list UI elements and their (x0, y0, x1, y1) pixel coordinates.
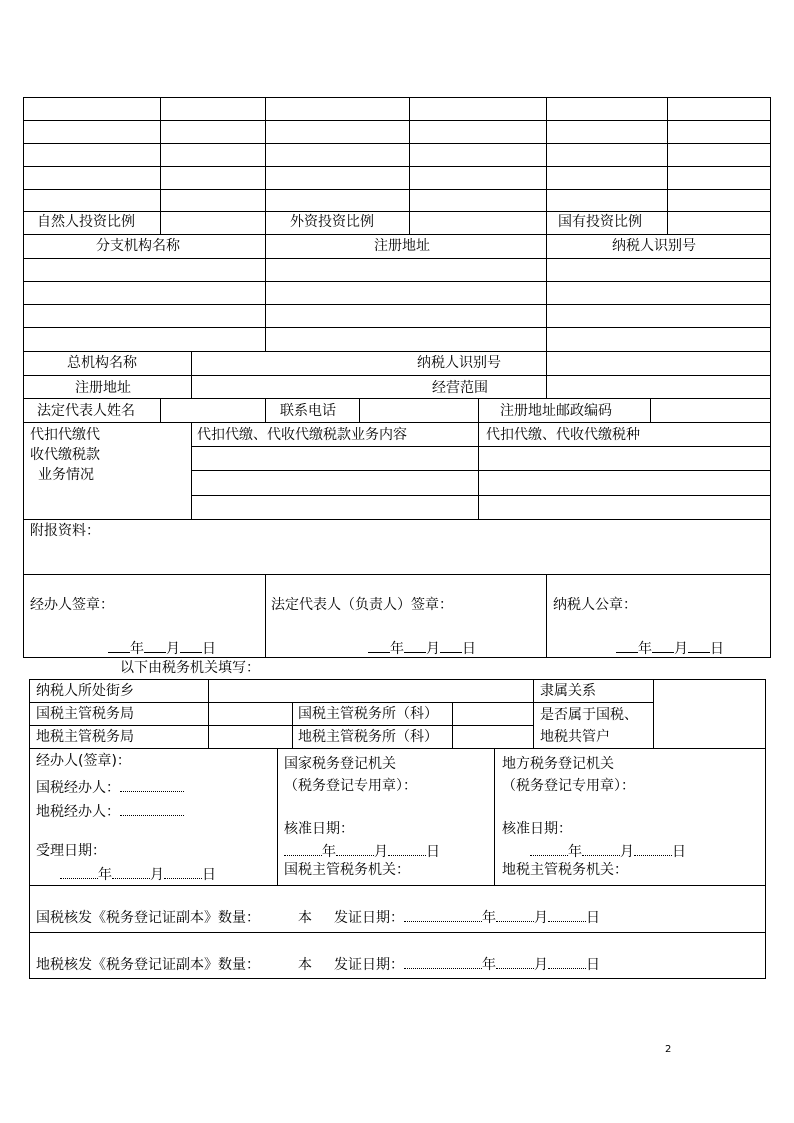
hline (23, 574, 771, 575)
hline (191, 495, 771, 496)
hline (23, 398, 771, 399)
national-bureau-label: 国税主管税务局 (36, 706, 134, 722)
local-bureau-label: 地税主管税务局 (36, 729, 134, 745)
vline (277, 748, 278, 885)
hline (23, 211, 771, 212)
foreign-ratio-label: 外资投资比例 (290, 214, 374, 230)
hline (23, 351, 771, 352)
branch-name-header: 分支机构名称 (96, 238, 180, 254)
hline (29, 978, 766, 979)
vline (191, 422, 192, 519)
taxpayer-seal-label: 纳税人公章： (553, 597, 637, 613)
shared-management-label: 地税共管户 (540, 729, 610, 745)
vline (292, 702, 293, 748)
national-reg-seal: （税务登记专用章）： (284, 778, 417, 794)
vline (409, 97, 410, 234)
street-label: 纳税人所处街乡 (36, 683, 134, 699)
hline (23, 120, 771, 121)
tax-office-note: 以下由税务机关填写： (120, 660, 260, 676)
vline (667, 97, 668, 234)
vline (478, 398, 479, 422)
withholding-tax-type-header: 代扣代缴、代收代缴税种 (486, 427, 640, 443)
withholding-section-label: 代扣代缴代 (30, 427, 100, 443)
hline (29, 725, 533, 726)
vline (265, 398, 266, 422)
natural-person-ratio-label: 自然人投资比例 (37, 214, 135, 230)
postcode-label: 注册地址邮政编码 (500, 403, 612, 419)
vline (452, 702, 453, 748)
withholding-section-label: 收代缴税款 (30, 447, 100, 463)
vline (546, 351, 547, 398)
hline (23, 143, 771, 144)
national-copy-issue-row: 国税核发《税务登记证副本》数量： 本 发证日期： 年 月 日 (36, 907, 600, 926)
local-approve-date-value: 年 月 日 (530, 841, 686, 860)
national-reg-authority: 国家税务登记机关 (284, 756, 396, 772)
affiliation-label: 隶属关系 (540, 683, 596, 699)
branch-address-header: 注册地址 (374, 238, 430, 254)
national-approve-date-value: 年 月 日 (284, 841, 440, 860)
business-scope-label: 经营范围 (432, 380, 488, 396)
vline (650, 398, 651, 422)
hline (23, 327, 771, 328)
page-number: 2 (665, 1044, 672, 1055)
accept-date-label: 受理日期： (36, 843, 106, 859)
state-ratio-label: 国有投资比例 (558, 214, 642, 230)
handler-signature-label: 经办人签章： (30, 597, 114, 613)
vline (546, 574, 547, 657)
local-approve-date-label: 核准日期： (502, 821, 572, 837)
national-handler-label: 国税经办人： (36, 777, 184, 796)
local-authority-label: 地税主管税务机关： (502, 862, 628, 878)
table-border-right (765, 679, 766, 979)
shared-management-label: 是否属于国税、 (540, 707, 638, 723)
legal-rep-date: 年 月 日 (368, 638, 476, 657)
taxpayer-seal-date: 年 月 日 (616, 638, 724, 657)
hline (29, 679, 766, 680)
hline (23, 304, 771, 305)
national-approve-date-label: 核准日期： (284, 821, 354, 837)
vline (265, 97, 266, 234)
vline (546, 234, 547, 351)
national-authority-label: 国税主管税务机关： (284, 862, 410, 878)
local-handler-label: 地税经办人： (36, 801, 184, 820)
accept-date-value: 年 月 日 (60, 864, 216, 883)
head-office-address-label: 注册地址 (75, 380, 131, 396)
vline (265, 234, 266, 351)
local-reg-authority: 地方税务登记机关 (502, 756, 614, 772)
hline (23, 375, 771, 376)
vline (191, 351, 192, 398)
hline (23, 258, 771, 259)
phone-label: 联系电话 (280, 403, 336, 419)
hline (29, 748, 766, 749)
hline (23, 189, 771, 190)
handler-sign-label: 经办人(签章)： (36, 753, 131, 769)
local-reg-seal: （税务登记专用章）： (502, 778, 635, 794)
hline (191, 470, 771, 471)
vline (208, 679, 209, 748)
hline (29, 885, 766, 886)
hline (29, 702, 533, 703)
hline (23, 281, 771, 282)
vline (359, 398, 360, 422)
local-station-label: 地税主管税务所（科） (298, 729, 438, 745)
table-border-left (29, 679, 30, 979)
vline (494, 748, 495, 885)
vline (533, 679, 534, 748)
legal-rep-signature-label: 法定代表人（负责人）签章： (271, 597, 453, 613)
vline (160, 97, 161, 234)
vline (478, 422, 479, 519)
withholding-content-header: 代扣代缴、代收代缴税款业务内容 (197, 427, 407, 443)
legal-rep-name-label: 法定代表人姓名 (37, 403, 135, 419)
hline (23, 97, 771, 98)
hline (23, 657, 771, 658)
hline (23, 166, 771, 167)
hline (23, 519, 771, 520)
national-station-label: 国税主管税务所（科） (298, 706, 438, 722)
vline (265, 574, 266, 657)
head-office-name-label: 总机构名称 (67, 355, 137, 371)
vline (546, 97, 547, 234)
hline (191, 446, 771, 447)
handler-date: 年 月 日 (108, 638, 216, 657)
vline (653, 679, 654, 748)
local-copy-issue-row: 地税核发《税务登记证副本》数量： 本 发证日期： 年 月 日 (36, 954, 600, 973)
head-office-taxpayer-id-label: 纳税人识别号 (417, 355, 501, 371)
withholding-section-label: 业务情况 (38, 467, 94, 483)
hline (23, 234, 771, 235)
hline (23, 422, 771, 423)
attachments-label: 附报资料： (30, 523, 100, 539)
hline (29, 932, 766, 933)
branch-taxpayer-id-header: 纳税人识别号 (612, 238, 696, 254)
hline (533, 702, 653, 703)
vline (160, 398, 161, 422)
